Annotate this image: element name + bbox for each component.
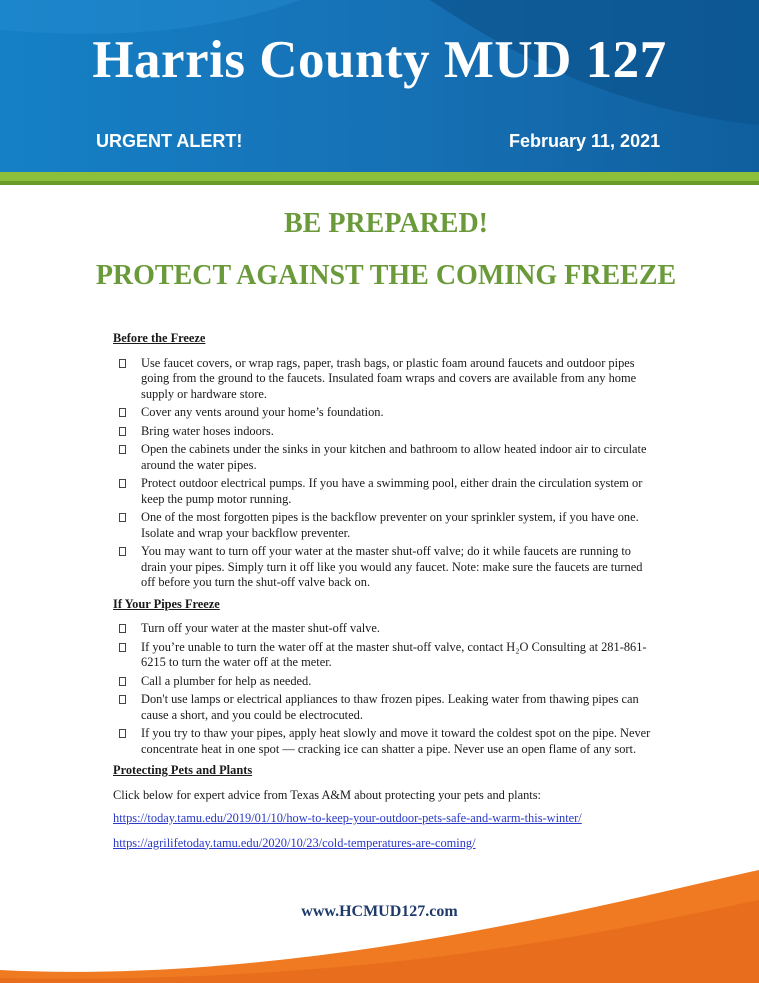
headline-be-prepared: BE PREPARED!	[283, 208, 489, 239]
footer-wave	[0, 860, 759, 983]
pets-intro-text: Click below for expert advice from Texas A&M about protecting your pets and plants:	[113, 787, 541, 802]
urgent-alert-label: URGENT ALERT!	[96, 131, 243, 151]
list-item	[113, 442, 653, 473]
checkbox-bullet-icon	[119, 408, 126, 417]
list-item-text: Protect outdoor electrical pumps. If you have a swimming pool, either drain the circulation system or keep the pump motor running.	[141, 476, 643, 506]
list-item	[113, 726, 653, 757]
checkbox-bullet-icon	[119, 695, 126, 704]
checkbox-bullet-icon	[119, 513, 126, 522]
list-item-text: Cover any vents around your home’s foundation.	[141, 405, 384, 419]
header-banner	[0, 0, 759, 185]
checkbox-bullet-icon	[119, 729, 126, 738]
list-item-text: Don't use lamps or electrical appliances to thaw frozen pipes. Leaking water from thawing pipes can cause a short, and you could be electrocuted.	[141, 692, 639, 722]
pipes-freeze-list	[113, 621, 653, 757]
list-item-text: If you try to thaw your pipes, apply heat slowly and move it toward the coldest spot on the pipe. Never concentrate heat in one spot — cracking ice can shatter a pipe. Never use an open flame of any sort.	[141, 726, 651, 756]
checkbox-bullet-icon	[119, 479, 126, 488]
headline-protect: PROTECT AGAINST THE COMING FREEZE	[95, 260, 677, 291]
list-item	[113, 692, 653, 723]
checkbox-bullet-icon	[119, 624, 126, 633]
list-item	[113, 356, 653, 403]
website-url: www.HCMUD127.com	[301, 903, 458, 920]
link-pets-winter[interactable]: https://today.tamu.edu/2019/01/10/how-to-keep-your-outdoor-pets-safe-and-warm-this-winter/	[113, 811, 582, 825]
before-freeze-list	[113, 356, 653, 591]
section-heading-pipes-freeze: If Your Pipes Freeze	[113, 596, 220, 611]
checkbox-bullet-icon	[119, 677, 126, 686]
checkbox-bullet-icon	[119, 547, 126, 556]
list-item	[113, 544, 653, 591]
alert-date: February 11, 2021	[509, 131, 661, 151]
main-content	[113, 331, 653, 860]
list-item-text: Call a plumber for help as needed.	[141, 673, 312, 688]
list-item-text: Bring water hoses indoors.	[141, 423, 274, 438]
list-item	[113, 424, 653, 440]
list-item	[113, 640, 653, 671]
list-item	[113, 405, 653, 421]
checkbox-bullet-icon	[119, 427, 126, 436]
list-item-text: One of the most forgotten pipes is the backflow preventer on your sprinkler system, if you have one. Isolate and wrap your backflow preventer.	[141, 510, 639, 540]
link-cold-temperatures[interactable]: https://agrilifetoday.tamu.edu/2020/10/23/cold-temperatures-are-coming/	[113, 835, 476, 850]
section-heading-pets-plants: Protecting Pets and Plants	[113, 763, 253, 777]
checkbox-bullet-icon	[119, 643, 126, 652]
checkbox-bullet-icon	[119, 359, 126, 368]
list-item-text: You may want to turn off your water at the master shut-off valve; do it while faucets are running to drain your pipes. Simply turn it off like you would any faucet. Note: make sure the faucets are turned off before you turn the shut-off valve back on.	[141, 544, 643, 589]
list-item-text: Open the cabinets under the sinks in your kitchen and bathroom to allow heated indoor air to circulate around the water pipes.	[141, 442, 647, 472]
list-item	[113, 476, 653, 507]
list-item	[113, 510, 653, 541]
checkbox-bullet-icon	[119, 445, 126, 454]
list-item	[113, 621, 653, 637]
list-item-text: Turn off your water at the master shut-off valve.	[141, 621, 380, 635]
page-title: Harris County MUD 127	[92, 31, 667, 89]
list-item-text: Use faucet covers, or wrap rags, paper, trash bags, or plastic foam around faucets and outdoor pipes going from the ground to the faucets. Insulated foam wraps and covers are available from any home supply or hardware store.	[141, 355, 637, 401]
list-item	[113, 674, 653, 690]
list-item-text: If you’re unable to turn the water off at the master shut-off valve, contact H₂O Consulting at 281-861-6215 to turn the water off at the meter.	[141, 639, 647, 669]
section-heading-before-freeze: Before the Freeze	[113, 331, 206, 345]
header-background	[0, 0, 759, 185]
